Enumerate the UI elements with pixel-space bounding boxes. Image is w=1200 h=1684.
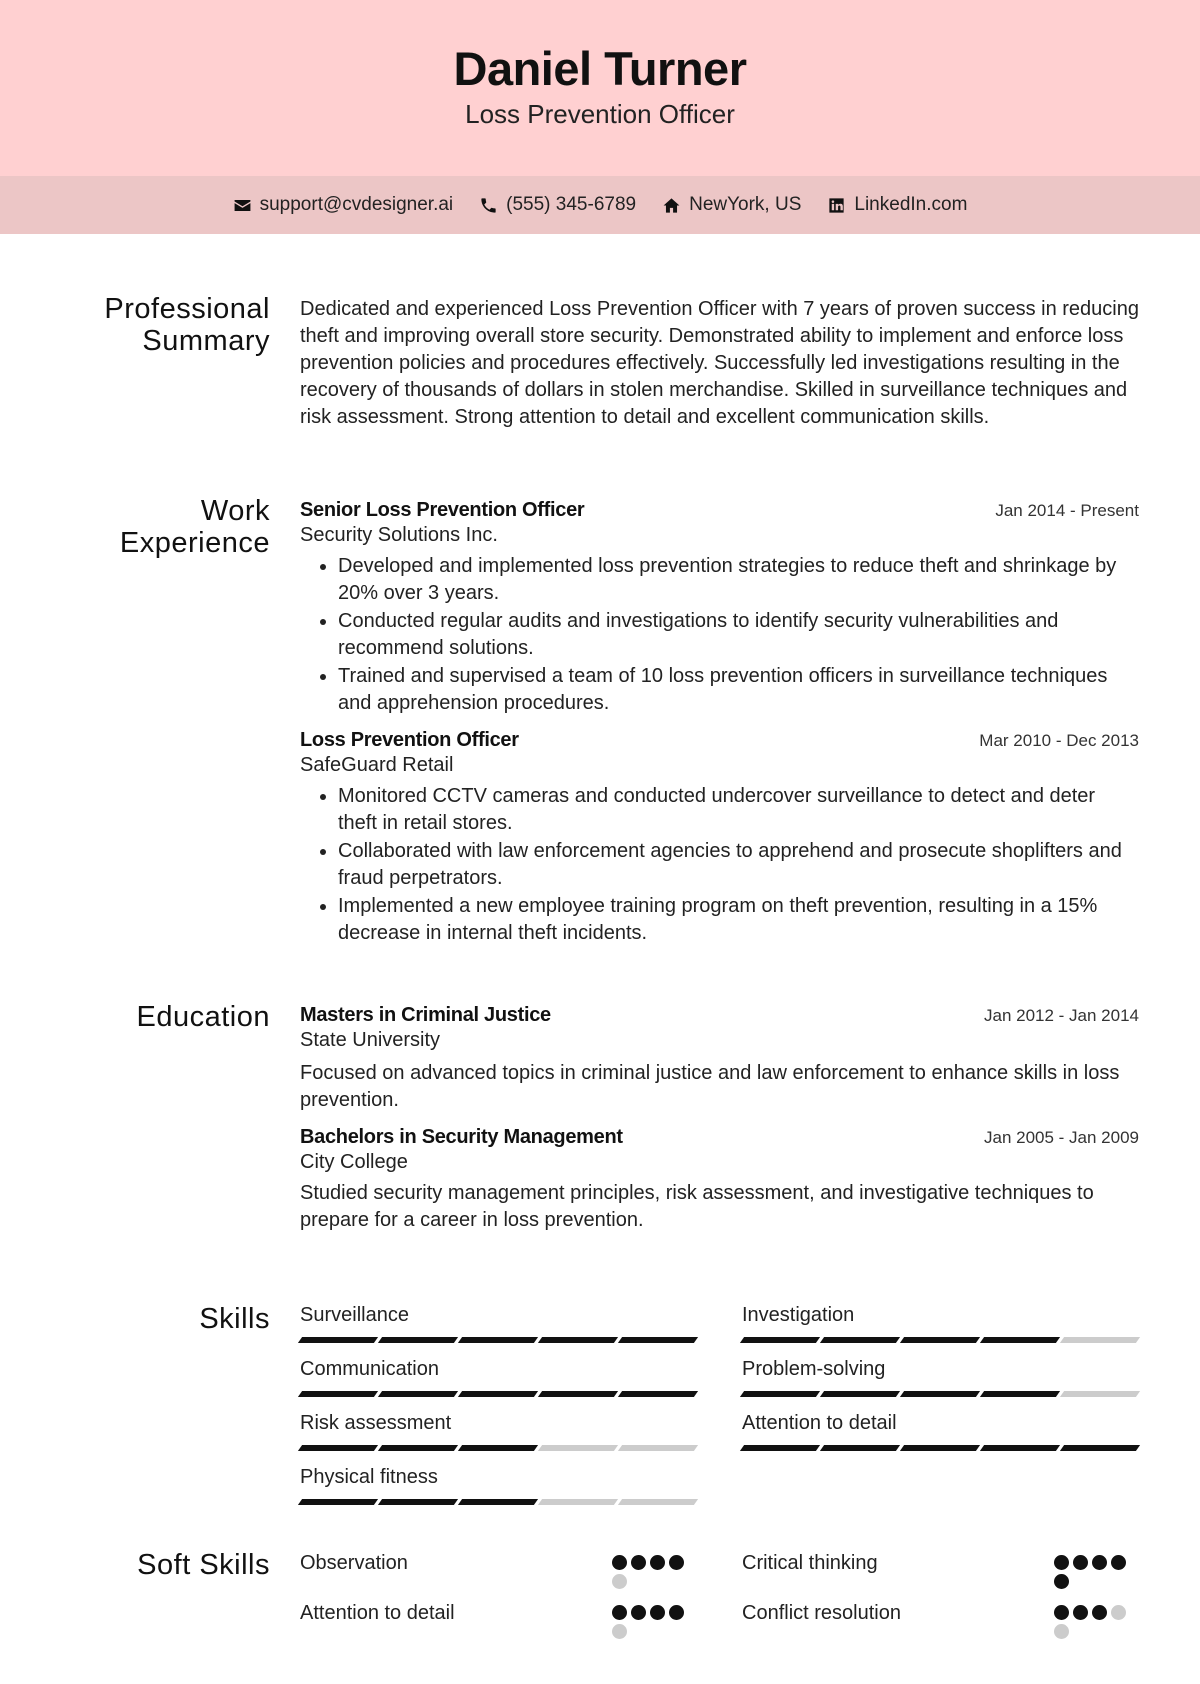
skill-item: [742, 1303, 1140, 1343]
skills-heading: Skills: [199, 1303, 270, 1335]
rating-dot: [631, 1555, 646, 1570]
rating-dot: [1054, 1574, 1069, 1589]
skill-level-segment: [1060, 1445, 1140, 1451]
soft-skill-rating: [612, 1599, 698, 1639]
skill-level-bar: [300, 1337, 698, 1343]
education-section: [0, 1001, 1200, 1291]
job-company: Security Solutions Inc.: [300, 524, 498, 546]
skill-name: Communication: [300, 1358, 439, 1380]
home-icon: [662, 196, 681, 215]
job-bullet: • Collaborated with law enforcement agencies to apprehend and prosecute shoplifters and fraud perpetrators.: [338, 838, 1139, 892]
skill-level-segment: [980, 1337, 1060, 1343]
skill-name: Attention to detail: [742, 1412, 897, 1434]
education-description: Studied security management principles, risk assessment, and investigative techniques to prepare for a career in loss prevention.: [300, 1182, 1094, 1231]
skill-level-segment: [298, 1337, 378, 1343]
skills-section: [0, 1303, 1200, 1549]
skill-level-segment: [298, 1499, 378, 1505]
summary-heading: [0, 293, 270, 475]
soft-skill-item: [742, 1599, 1140, 1639]
job-title: Loss Prevention Officer: [300, 729, 519, 751]
skill-level-segment: [900, 1337, 980, 1343]
skill-level-bar: [300, 1499, 698, 1505]
candidate-title: Loss Prevention Officer: [465, 99, 735, 129]
soft-skill-rating: [1054, 1599, 1140, 1639]
summary-heading-line1: Professional: [104, 293, 270, 325]
skill-level-segment: [1060, 1337, 1140, 1343]
soft-skill-item: [300, 1549, 698, 1589]
skill-item: [300, 1357, 698, 1397]
linkedin-icon: [827, 196, 846, 215]
rating-dot: [669, 1555, 684, 1570]
skill-level-segment: [618, 1445, 698, 1451]
summary-text: Dedicated and experienced Loss Prevention Officer with 7 years of proven success in reducing theft and improving overall store security. Demonstrated ability to implement and enforce loss prevention policies and procedures effectively. Successfully led investigations resulting in the recovery of thousands of dollars in stolen merchandise. Skilled in surveillance techniques and risk assessment. Strong attention to detail and excellent communication skills.: [300, 298, 1139, 428]
location-text: NewYork, US: [689, 194, 802, 215]
education-entry: [300, 1004, 1139, 1114]
resume-header: [0, 0, 1200, 176]
skills-grid: [300, 1303, 1139, 1505]
skill-level-bar: [742, 1445, 1140, 1451]
skill-level-segment: [618, 1391, 698, 1397]
skill-level-bar: [742, 1391, 1140, 1397]
job-date: Jan 2014 - Present: [995, 501, 1139, 520]
rating-dot: [1054, 1624, 1069, 1639]
skill-level-segment: [378, 1445, 458, 1451]
soft-skill-rating: [1054, 1549, 1140, 1589]
skill-level-bar: [300, 1445, 698, 1451]
rating-dot: [650, 1605, 665, 1620]
skill-level-segment: [458, 1337, 538, 1343]
linkedin-text: LinkedIn.com: [854, 194, 968, 215]
contact-linkedin[interactable]: [827, 194, 967, 216]
skill-level-segment: [980, 1445, 1060, 1451]
skill-level-bar: [300, 1391, 698, 1397]
soft-skill-name: Conflict resolution: [742, 1602, 901, 1624]
skill-level-segment: [618, 1499, 698, 1505]
rating-dot: [1073, 1605, 1088, 1620]
skill-level-bar: [742, 1337, 1140, 1343]
soft-skill-name: Attention to detail: [300, 1602, 455, 1624]
rating-dot: [669, 1605, 684, 1620]
skill-item: [742, 1357, 1140, 1397]
skill-level-segment: [740, 1337, 820, 1343]
job-bullet: • Developed and implemented loss prevention strategies to reduce theft and shrinkage by 20% over 3 years.: [338, 553, 1139, 607]
rating-dot: [1054, 1555, 1069, 1570]
degree-title: Masters in Criminal Justice: [300, 1004, 551, 1026]
soft-skill-item: [742, 1549, 1140, 1589]
skill-level-segment: [900, 1445, 980, 1451]
education-date: Jan 2005 - Jan 2009: [983, 1128, 1139, 1147]
skill-level-segment: [900, 1391, 980, 1397]
skill-level-segment: [820, 1391, 900, 1397]
job-bullet: • Conducted regular audits and investigations to identify security vulnerabilities and recommend solutions.: [338, 608, 1139, 662]
skill-name: Investigation: [742, 1304, 855, 1326]
skill-level-segment: [538, 1337, 618, 1343]
skill-item: [300, 1303, 698, 1343]
skill-item: [300, 1465, 698, 1505]
job-bullets: [300, 553, 1139, 717]
skill-level-segment: [458, 1499, 538, 1505]
experience-heading: [0, 495, 270, 965]
skill-level-segment: [378, 1337, 458, 1343]
education-date: Jan 2012 - Jan 2014: [983, 1006, 1139, 1025]
skill-item: [742, 1411, 1140, 1451]
skill-level-segment: [980, 1391, 1060, 1397]
education-heading: Education: [136, 1001, 270, 1033]
job-company: SafeGuard Retail: [300, 754, 454, 776]
contact-location: [662, 194, 801, 216]
envelope-icon: [233, 196, 252, 215]
candidate-name: Daniel Turner: [453, 42, 747, 95]
job-date: Mar 2010 - Dec 2013: [979, 731, 1139, 750]
skill-level-segment: [458, 1391, 538, 1397]
degree-title: Bachelors in Security Management: [300, 1126, 623, 1148]
rating-dot: [1092, 1555, 1107, 1570]
skill-level-segment: [538, 1445, 618, 1451]
skill-level-segment: [298, 1391, 378, 1397]
skill-name: Surveillance: [300, 1304, 409, 1326]
skill-level-segment: [618, 1337, 698, 1343]
skill-level-segment: [538, 1391, 618, 1397]
skill-level-segment: [740, 1391, 820, 1397]
soft-skills-grid: [300, 1549, 1139, 1639]
skill-name: Problem-solving: [742, 1358, 886, 1380]
skill-level-segment: [458, 1445, 538, 1451]
skill-level-segment: [820, 1337, 900, 1343]
rating-dot: [1111, 1605, 1126, 1620]
education-entry: [300, 1126, 1139, 1234]
rating-dot: [612, 1574, 627, 1589]
job-entry: [300, 499, 1139, 717]
skill-level-segment: [298, 1445, 378, 1451]
job-bullet: • Monitored CCTV cameras and conducted undercover surveillance to detect and deter theft in retail stores.: [338, 783, 1139, 837]
summary-heading-line2: Summary: [142, 325, 270, 357]
soft-skill-name: Observation: [300, 1552, 408, 1574]
contact-email[interactable]: [233, 194, 454, 216]
rating-dot: [612, 1624, 627, 1639]
education-description: Focused on advanced topics in criminal justice and law enforcement to enhance skills in loss prevention.: [300, 1062, 1120, 1111]
phone-icon: [479, 196, 498, 215]
skill-level-segment: [1060, 1391, 1140, 1397]
job-bullet: • Implemented a new employee training program on theft prevention, resulting in a 15% decrease in internal theft incidents.: [338, 893, 1139, 947]
job-bullet: • Trained and supervised a team of 10 loss prevention officers in surveillance techniques and apprehension procedures.: [338, 663, 1139, 717]
job-entry: [300, 729, 1139, 947]
summary-section: [0, 293, 1200, 475]
skill-level-segment: [378, 1499, 458, 1505]
experience-heading-line2: Experience: [119, 527, 270, 559]
rating-dot: [1073, 1555, 1088, 1570]
skill-level-segment: [740, 1445, 820, 1451]
phone-text: (555) 345-6789: [506, 194, 637, 215]
job-bullets: [300, 783, 1139, 947]
skill-item: [300, 1411, 698, 1451]
skill-level-segment: [820, 1445, 900, 1451]
rating-dot: [650, 1555, 665, 1570]
rating-dot: [1054, 1605, 1069, 1620]
school-name: City College: [300, 1151, 408, 1173]
rating-dot: [1092, 1605, 1107, 1620]
soft-skill-rating: [612, 1549, 698, 1589]
soft-skill-name: Critical thinking: [742, 1552, 878, 1574]
rating-dot: [612, 1605, 627, 1620]
skill-name: Physical fitness: [300, 1466, 438, 1488]
skill-name: Risk assessment: [300, 1412, 452, 1434]
soft-skills-heading: Soft Skills: [137, 1549, 270, 1581]
school-name: State University: [300, 1029, 441, 1051]
rating-dot: [631, 1605, 646, 1620]
experience-heading-line1: Work: [200, 495, 270, 527]
contact-phone[interactable]: [479, 194, 636, 216]
contact-bar: [0, 176, 1200, 234]
email-text: support@cvdesigner.ai: [259, 194, 454, 215]
soft-skills-section: [0, 1549, 1200, 1659]
skill-level-segment: [378, 1391, 458, 1397]
rating-dot: [1111, 1555, 1126, 1570]
experience-section: [0, 495, 1200, 965]
rating-dot: [612, 1555, 627, 1570]
job-title: Senior Loss Prevention Officer: [300, 499, 585, 521]
skill-level-segment: [538, 1499, 618, 1505]
soft-skill-item: [300, 1599, 698, 1639]
